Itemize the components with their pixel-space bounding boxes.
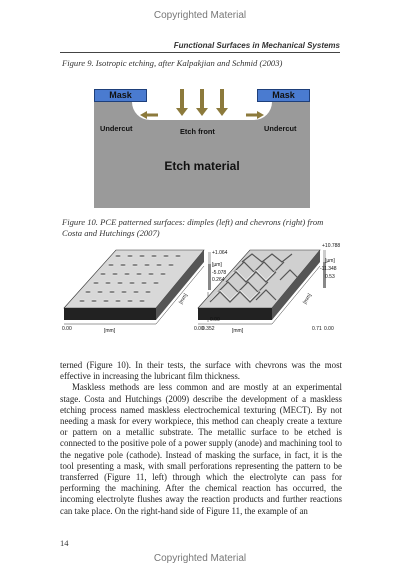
right-x-unit-label: [mm] (232, 328, 244, 334)
right-z-low-label: 0.53 (325, 274, 335, 280)
right-arrow-icon (246, 111, 264, 119)
paragraph-1: terned (Figure 10). In their tests, the surface with chevrons was the most effective in increasing the lubricant film thickness. (60, 360, 342, 382)
left-z-unit-label: [µm] (212, 262, 222, 268)
figure9-caption: Figure 9. Isotropic etching, after Kalpakjian and Schmid (2003) (62, 58, 283, 68)
etch-material-label: Etch material (164, 159, 240, 173)
surface-plots-graphic (60, 240, 340, 336)
mask-right: Mask (257, 89, 310, 102)
left-x-unit-label: [mm] (104, 328, 116, 334)
left-z-base-label: 0.00 (210, 317, 220, 323)
running-head: Functional Surfaces in Mechanical Systems (173, 41, 340, 50)
left-z-top-label: +1.064 (212, 250, 228, 256)
right-z-unit-label: [µm] (325, 258, 335, 264)
dimples-surface-plot (64, 250, 211, 324)
left-x-end-label: 0.352 (202, 326, 215, 332)
right-y-axis-label: [mm] (302, 292, 314, 306)
etch-front-label: Etch front (180, 127, 215, 136)
right-x-start-label: 0.00 (194, 326, 204, 332)
down-arrow-icon (176, 89, 188, 116)
mask-left: Mask (94, 89, 147, 102)
left-z-low-label: 0.264 (212, 277, 225, 283)
paragraph-2: Maskless methods are less common and are mostly at an experimental stage. Costa and Hutchings (2009) describe the development of a maskless etching process named maskless electrochemical texturing (MECT). By not needing a mask for every workpiece, this method can cheaply create a texture or pattern on a metallic substrate. The metallic surface to be etched is connected to the positive pole of a power supply (anode) and machining tool to the negative pole (cathode). Instead of masking the surface, in fact, it is the tool presenting a mask, with small perforations representing the pattern to be transferred (Figure 11, left) through which the electrolyte can pass for performing the machining. After the chemical reaction has occurred, the incoming electrolyte flushes away the reaction products and further reactions can take place. On the right-hand side of Figure 11, the example of an (60, 382, 342, 516)
figure10-surface-plots (60, 240, 340, 336)
header-rule (60, 52, 340, 53)
left-y-axis-label: [mm] (178, 292, 190, 306)
right-z-top-label: +10.788 (322, 243, 341, 249)
down-arrow-icon (196, 89, 208, 116)
watermark-bottom: Copyrighted Material (153, 553, 247, 564)
left-arrow-icon (140, 111, 158, 119)
figure9-etching-diagram (94, 89, 310, 208)
right-x-end2-label: 0.00 (324, 326, 334, 332)
down-arrow-icon (216, 89, 228, 116)
right-z-mid-label: -11.348 (320, 266, 337, 272)
figure10-caption: Figure 10. PCE patterned surfaces: dimples (left) and chevrons (right) from Costa and Hutchings (2007) (62, 217, 324, 238)
page-number: 14 (60, 538, 69, 548)
undercut-right-label: Undercut (264, 124, 297, 133)
etch-arrows (94, 89, 310, 208)
left-x-start-label: 0.00 (62, 326, 72, 332)
watermark-top: Copyrighted Material (153, 10, 247, 21)
undercut-left-label: Undercut (100, 124, 133, 133)
right-x-end-label: 0.71 (312, 326, 322, 332)
left-z-mid-label: -5.078 (212, 270, 227, 276)
body-text (60, 360, 342, 517)
